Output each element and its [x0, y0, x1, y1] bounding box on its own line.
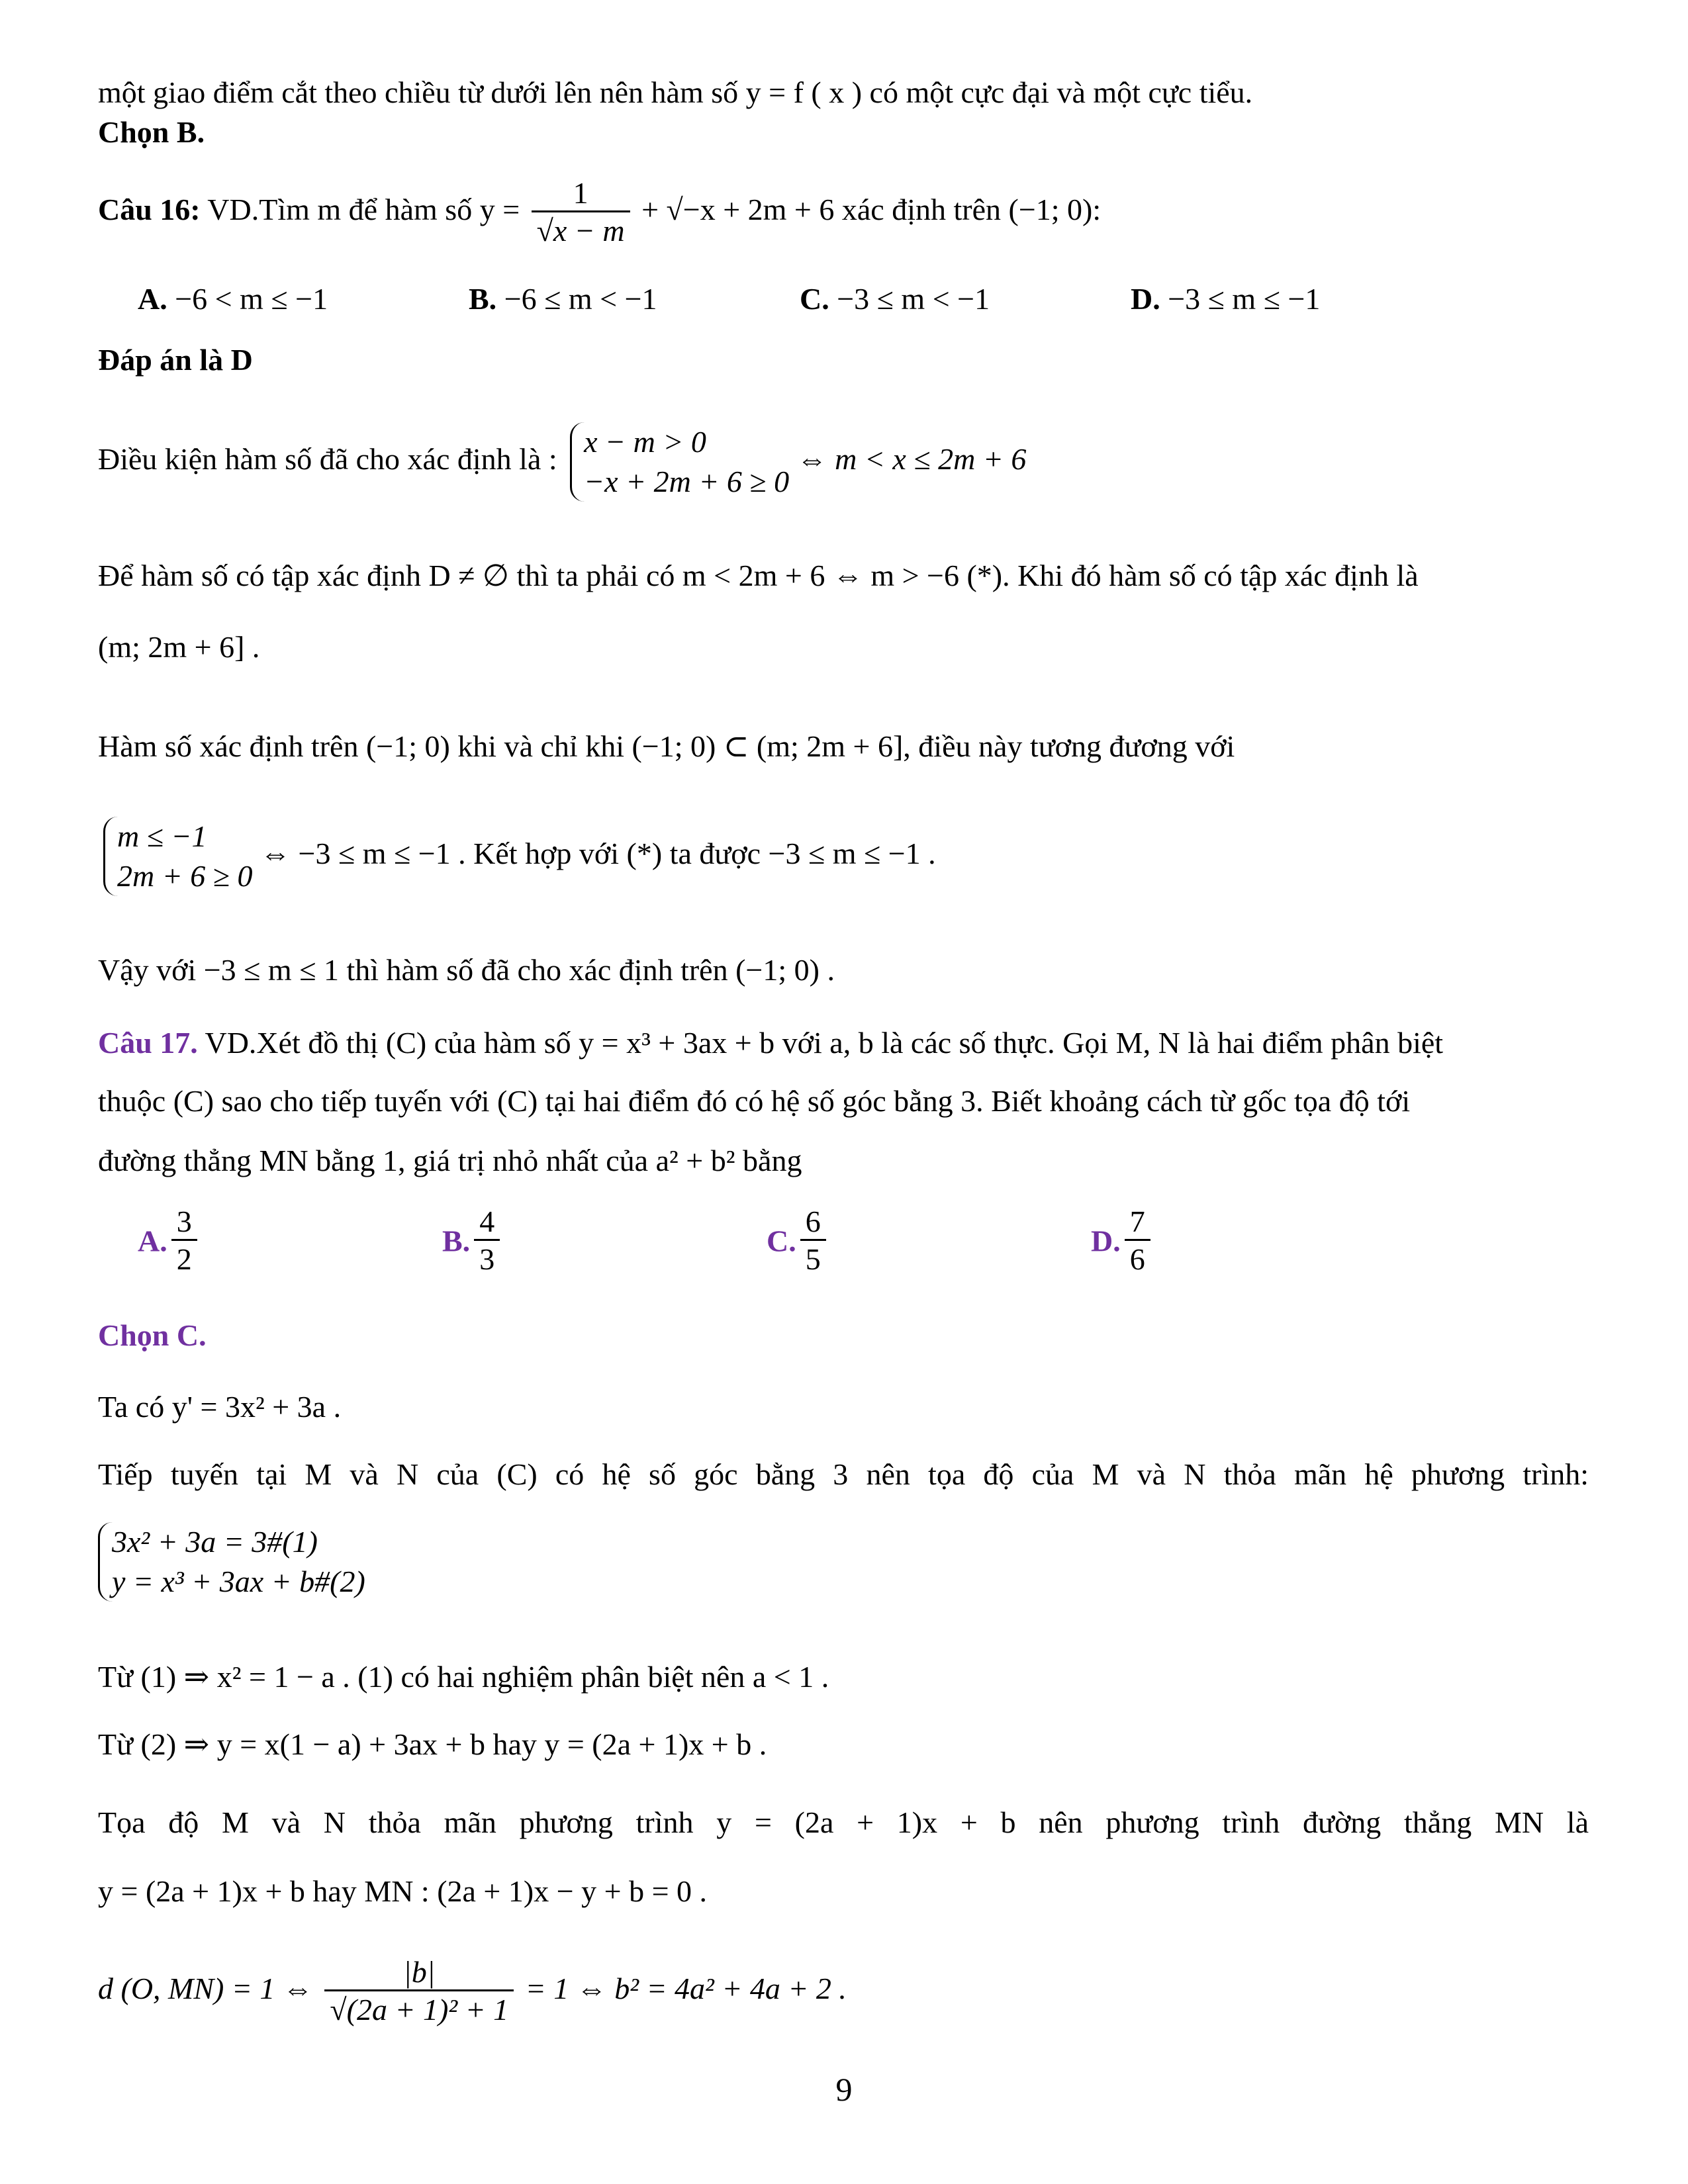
system-line: [98, 810, 1589, 897]
option-value: −3 ≤ m < −1: [829, 282, 990, 316]
option-c: [767, 1205, 830, 1278]
fraction-numerator: 4: [479, 1205, 495, 1238]
text-line: Hàm số xác định trên (−1; 0) khi và chỉ khi (−1; 0) ⊂ (m; 2m + 6], điều này tương đương với: [98, 729, 1235, 763]
text-line: đường thẳng MN bằng 1, giá trị nhỏ nhất của a² + b² bằng: [98, 1144, 802, 1177]
page-number: 9: [835, 2071, 853, 2108]
fraction-numerator: 6: [805, 1205, 821, 1238]
text-line: Ta có y' = 3x² + 3a .: [98, 1390, 342, 1424]
fraction-numerator: 7: [1129, 1205, 1145, 1238]
option-label: B.: [469, 282, 497, 316]
fraction-denominator: √(2a + 1)² + 1: [324, 1989, 514, 2028]
fraction-numerator: 3: [176, 1205, 192, 1238]
text-line: (m; 2m + 6] .: [98, 630, 260, 664]
fraction-denominator: 6: [1125, 1239, 1150, 1278]
text-line: Tọa độ M và N thỏa mãn phương trình y = (2a + 1)x + b nên phương trình đường thẳng MN là: [98, 1805, 1589, 1839]
system-row: 2m + 6 ≥ 0: [117, 859, 253, 893]
text-line: Tiếp tuyến tại M và N của (C) có hệ số góc bằng 3 nên tọa độ của M và N thỏa mãn hệ phương trình:: [98, 1457, 1589, 1491]
text-line: thuộc (C) sao cho tiếp tuyến với (C) tại hai điểm đó có hệ số góc bằng 3. Biết khoảng cách từ gốc tọa độ tới: [98, 1084, 1411, 1118]
answer-heading: Đáp án là D: [98, 343, 253, 377]
option-label: A.: [138, 282, 167, 316]
text-line: một giao điểm cắt theo chiều từ dưới lên nên hàm số y = f ( x ) có một cực đại và một cực tiểu.: [98, 75, 1253, 109]
text-line: Vậy với −3 ≤ m ≤ 1 thì hàm số đã cho xác định trên (−1; 0) .: [98, 953, 835, 987]
fraction-denominator: 3: [474, 1239, 500, 1278]
system-row: −x + 2m + 6 ≥ 0: [584, 465, 790, 499]
fraction: [800, 1205, 826, 1278]
option-d: [1131, 281, 1320, 318]
text-line: Từ (1) ⇒ x² = 1 − a . (1) có hai nghiệm phân biệt nên a < 1 .: [98, 1660, 829, 1694]
condition-line: [98, 416, 1589, 503]
system-row: m ≤ −1: [117, 819, 207, 854]
condition-text: Điều kiện hàm số đã cho xác định là :: [98, 442, 565, 476]
text-line: Từ (2) ⇒ y = x(1 − a) + 3ax + b hay y = (2a + 1)x + b .: [98, 1727, 767, 1761]
system-row: 3x² + 3a = 3#(1): [112, 1525, 318, 1559]
fraction-numerator: 1: [573, 175, 588, 210]
option-label: B.: [442, 1224, 471, 1258]
answer-choice-c: Chọn C.: [98, 1318, 207, 1352]
fraction: [1125, 1205, 1150, 1278]
question-16: [98, 173, 1589, 250]
system-line: [98, 1516, 1589, 1603]
option-a: [138, 1205, 201, 1278]
question-label: Câu 17.: [98, 1026, 198, 1060]
fraction: [171, 1205, 197, 1278]
fraction: [324, 1955, 514, 2028]
option-c: [800, 281, 990, 318]
system-result: ⇔ −3 ≤ m ≤ −1 . Kết hợp với (*) ta được −3 ≤ m ≤ −1 .: [252, 837, 936, 870]
equation-system: [103, 817, 253, 896]
condition-result: ⇔ m < x ≤ 2m + 6: [789, 442, 1027, 476]
fraction: [532, 176, 630, 250]
answer-choice-b: Chọn B.: [98, 115, 205, 149]
option-d: [1091, 1205, 1154, 1278]
text-line: Để hàm số có tập xác định D ≠ ∅ thì ta phải có m < 2m + 6 ⇔ m > −6 (*). Khi đó hàm số có tập xác định là: [98, 559, 1419, 592]
options-row-17: [98, 1205, 1589, 1291]
option-label: A.: [138, 1224, 167, 1258]
option-b: [442, 1205, 504, 1278]
system-row: x − m > 0: [584, 425, 706, 459]
equation-system: [98, 1522, 365, 1602]
question-17: [98, 1024, 1589, 1062]
question-text-rest: + √−x + 2m + 6 xác định trên (−1; 0):: [633, 193, 1102, 226]
equation-left: d (O, MN) = 1 ⇔: [98, 1972, 321, 2005]
text-line: y = (2a + 1)x + b hay MN : (2a + 1)x − y + b = 0 .: [98, 1874, 708, 1908]
option-a: [138, 281, 328, 318]
fraction-denominator: 2: [171, 1239, 197, 1278]
question-text: VD.Xét đồ thị (C) của hàm số y = x³ + 3ax + b với a, b là các số thực. Gọi M, N là hai điểm phân biệt: [197, 1026, 1444, 1060]
question-label: Câu 16:: [98, 193, 201, 226]
fraction-denominator: 5: [800, 1239, 826, 1278]
distance-equation: [98, 1946, 1589, 2032]
equation-system: [570, 422, 789, 502]
fraction: [474, 1205, 500, 1278]
option-label: C.: [767, 1224, 796, 1258]
option-b: [469, 281, 657, 318]
equation-right: = 1 ⇔ b² = 4a² + 4a + 2 .: [518, 1972, 847, 2005]
question-text: VD.Tìm m để hàm số y =: [200, 193, 528, 226]
fraction-numerator: |b|: [403, 1954, 436, 1989]
option-value: −3 ≤ m ≤ −1: [1160, 282, 1321, 316]
option-label: D.: [1091, 1224, 1121, 1258]
option-label: D.: [1131, 282, 1160, 316]
option-value: −6 ≤ m < −1: [496, 282, 657, 316]
system-row: y = x³ + 3ax + b#(2): [112, 1565, 365, 1599]
fraction-denominator: √x − m: [532, 210, 630, 250]
option-value: −6 < m ≤ −1: [167, 282, 328, 316]
option-label: C.: [800, 282, 829, 316]
